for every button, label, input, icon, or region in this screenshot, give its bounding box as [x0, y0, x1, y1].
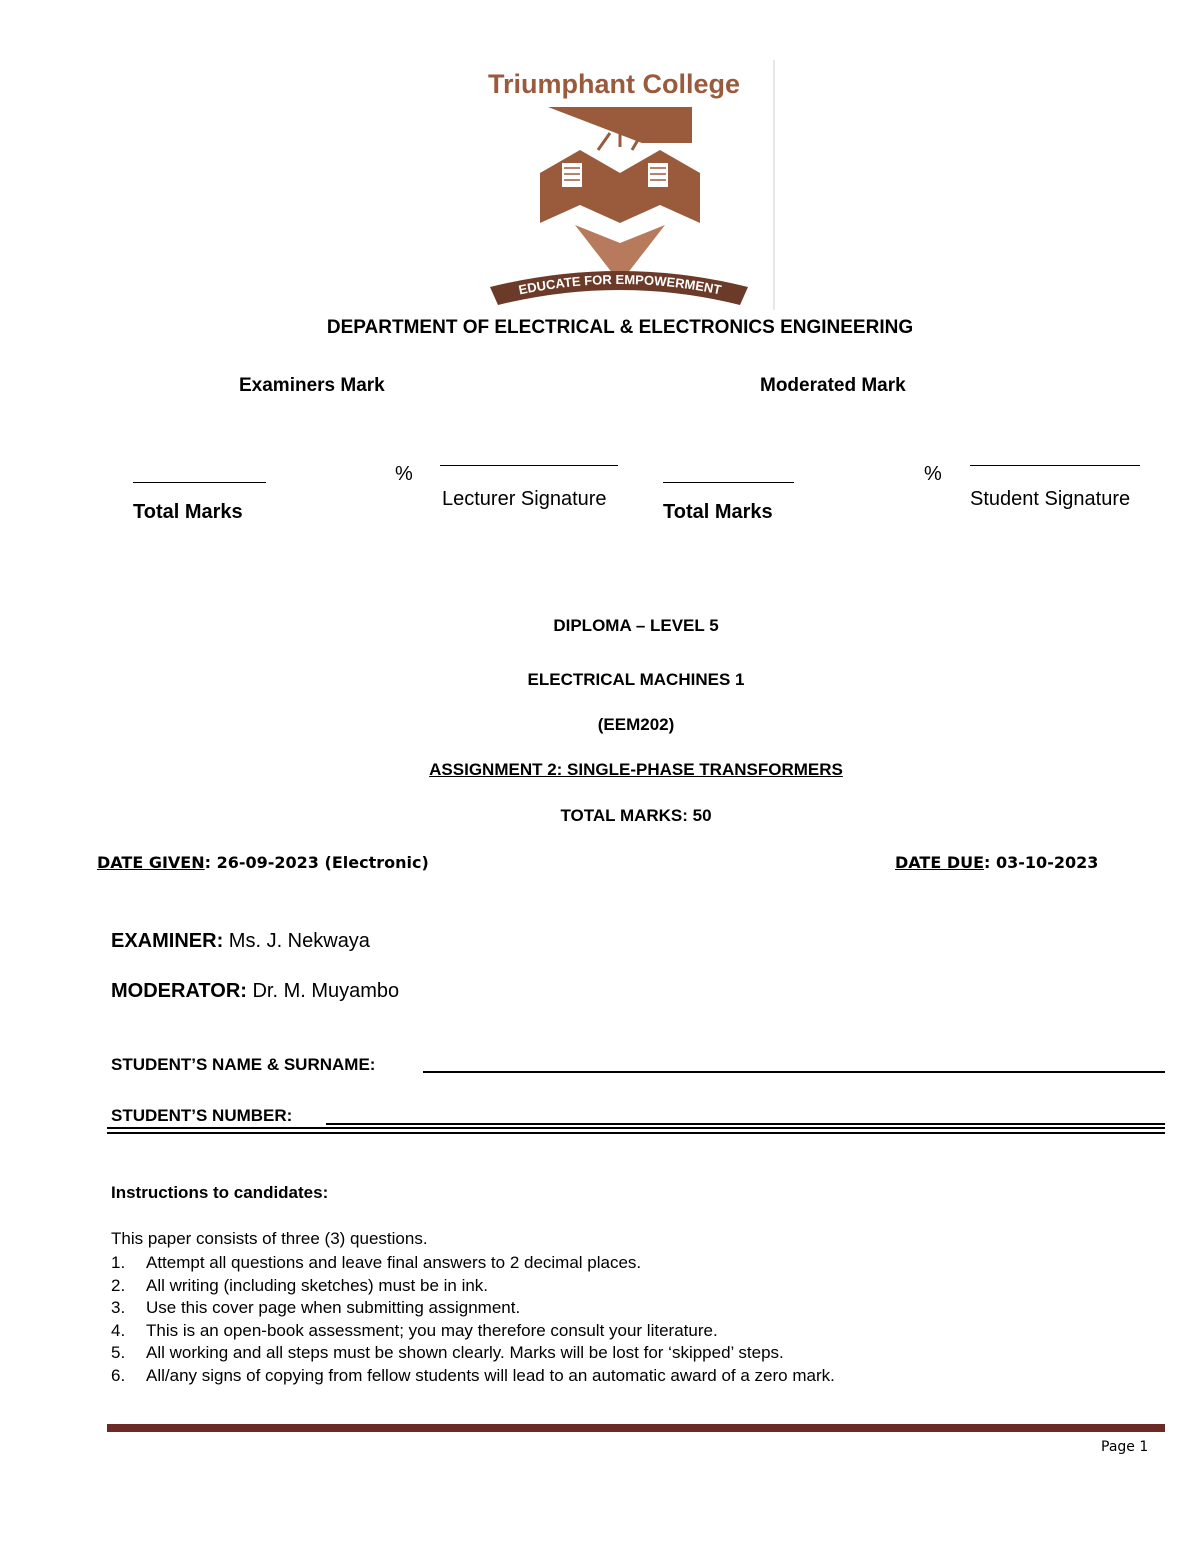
- examiner-label: EXAMINER:: [111, 930, 224, 952]
- date-due: [895, 853, 1098, 872]
- course-name: ELECTRICAL MACHINES 1: [527, 670, 745, 689]
- moderator-label: MODERATOR:: [111, 980, 247, 1002]
- assignment-title: ASSIGNMENT 2: SINGLE-PHASE TRANSFORMERS: [429, 760, 843, 779]
- instruction-item: 6. All/any signs of copying from fellow students will lead to an automatic award of a zero mark.: [111, 1365, 835, 1385]
- moderated-mark-heading: Moderated Mark: [760, 375, 906, 396]
- student-number-label: STUDENT’S NUMBER:: [111, 1106, 293, 1125]
- student-signature-line: [970, 465, 1140, 466]
- date-due-label: DATE DUE: [895, 853, 985, 872]
- moderator-total-marks-label: Total Marks: [663, 501, 773, 523]
- moderator-total-marks-line: [663, 482, 794, 483]
- total-marks: TOTAL MARKS: 50: [560, 806, 712, 825]
- instructions-heading: Instructions to candidates:: [111, 1183, 329, 1202]
- date-due-value: : 03-10-2023: [984, 853, 1099, 872]
- moderator-line: [111, 980, 399, 1003]
- student-signature-label: Student Signature: [970, 488, 1131, 510]
- page-number: Page 1: [1101, 1439, 1149, 1455]
- lecturer-signature-line: [440, 465, 618, 466]
- lecturer-signature-label: Lecturer Signature: [442, 488, 607, 510]
- instruction-item: 2. All writing (including sketches) must be in ink.: [111, 1275, 489, 1295]
- examiner-line: [111, 930, 370, 953]
- moderator-name: Dr. M. Muyambo: [246, 980, 400, 1002]
- course-code: (EEM202): [597, 715, 675, 734]
- examiner-total-marks-label: Total Marks: [133, 501, 243, 523]
- instruction-item: 3. Use this cover page when submitting assignment.: [111, 1298, 521, 1318]
- footer-rule: [107, 1424, 1165, 1432]
- diploma-level: DIPLOMA – LEVEL 5: [553, 616, 719, 635]
- double-rule: [107, 1127, 1165, 1134]
- date-given-value: : 26-09-2023 (Electronic): [204, 853, 429, 872]
- instruction-item: 1. Attempt all questions and leave final answers to 2 decimal places.: [111, 1253, 642, 1272]
- date-given-label: DATE GIVEN: [97, 853, 205, 872]
- college-logo: [470, 55, 780, 315]
- instructions-list: [111, 1252, 1161, 1388]
- department-title: DEPARTMENT OF ELECTRICAL & ELECTRONICS ENGINEERING: [326, 317, 914, 338]
- examiner-name: Ms. J. Nekwaya: [223, 930, 370, 952]
- examiner-percent-symbol: %: [395, 463, 413, 485]
- instruction-item: 5. All working and all steps must be shown clearly. Marks will be lost for ‘skipped’ steps.: [111, 1343, 784, 1363]
- student-name-field[interactable]: [423, 1071, 1165, 1073]
- logo-motto: EDUCATE FOR EMPOWERMENT: [517, 271, 723, 298]
- student-number-field[interactable]: [326, 1123, 1165, 1125]
- logo-emblem: [470, 55, 780, 315]
- moderator-percent-symbol: %: [924, 463, 942, 485]
- instruction-item: 4. This is an open-book assessment; you may therefore consult your literature.: [111, 1320, 718, 1340]
- date-given: [97, 853, 429, 872]
- examiner-total-marks-line: [133, 482, 266, 483]
- student-name-label: STUDENT’S NAME & SURNAME:: [111, 1055, 376, 1074]
- logo-college-name: Triumphant College: [488, 69, 741, 99]
- instructions-intro: This paper consists of three (3) questions.: [111, 1229, 428, 1248]
- examiners-mark-heading: Examiners Mark: [239, 375, 385, 396]
